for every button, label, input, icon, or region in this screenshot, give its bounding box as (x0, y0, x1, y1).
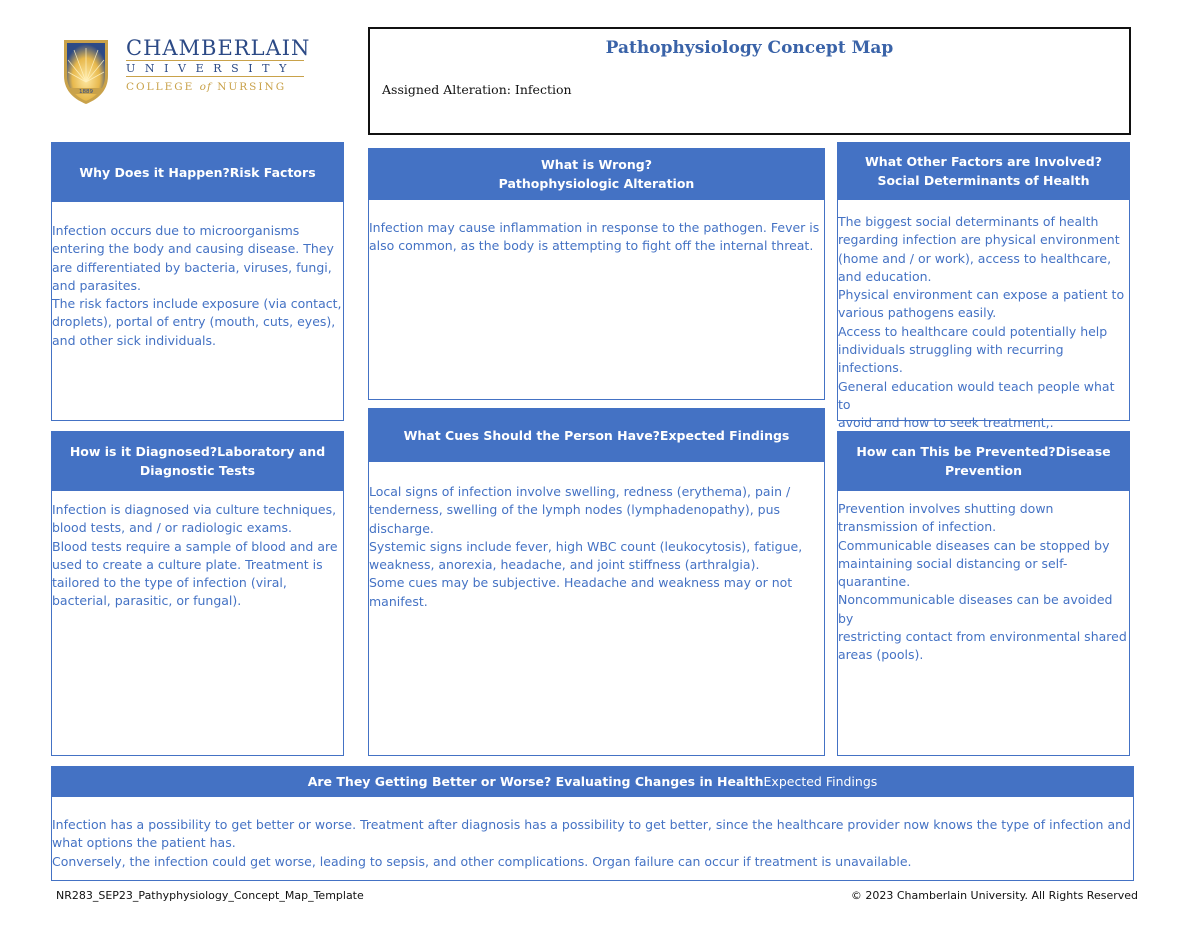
logo-college (126, 79, 310, 95)
evaluating-changes-box (51, 797, 1134, 881)
logo-college-pre: COLLEGE (126, 81, 195, 93)
expected-findings-text: Local signs of infection involve swelling, redness (erythema), pain / tenderness, swelling of the lymph nodes (lymphadenopathy), pus discharge. Systemic signs include fever, high WBC count (leukocytosis), fatigue, weakness, anorexia, headache, and joint stiffness (arthralgia). Some cues may be subjective. Headache and weakness may or not manifest. (369, 484, 803, 609)
shield-icon (62, 38, 110, 106)
diagnostic-tests-header: How is it Diagnosed?Laboratory and Diagnostic Tests (51, 431, 344, 491)
pathophysiology-header-line1: What is Wrong? (541, 157, 652, 172)
risk-factors-box (51, 202, 344, 421)
disease-prevention-header: How can This be Prevented?Disease Prevention (837, 431, 1130, 491)
diagnostic-tests-text: Infection is diagnosed via culture techniques, blood tests, and / or radiologic exams. Blood tests require a sample of blood and are used to create a culture plate. Treatment is tailored to the type of infection (viral, bacterial, parasitic, or fungal). (52, 502, 338, 609)
evaluating-changes-subtitle: Expected Findings (763, 774, 878, 789)
title-box (368, 27, 1131, 135)
evaluating-changes-text: Infection has a possibility to get better or worse. Treatment after diagnosis has a possibility to get better, since the healthcare provider now knows the type of infection and what options the patient has. Conversely, the infection could get worse, leading to sepsis, and other complications. Organ failure can occur if treatment is unavailable. (52, 817, 1131, 869)
logo-divider (126, 76, 304, 77)
social-determinants-text: The biggest social determinants of health regarding infection are physical environment (home and / or work), access to healthcare, and education. Physical environment can expose a patient to various pathogens easily. Access to healthcare could potentially help individuals struggling with recurring infections. General education would teach people what to avoid and how to seek treatment,. (838, 214, 1125, 431)
logo-name: CHAMBERLAIN (126, 36, 311, 60)
shield-year: 1889 (79, 89, 93, 95)
social-determinants-header: What Other Factors are Involved?Social Determinants of Health (837, 142, 1130, 200)
logo-college-post: NURSING (217, 81, 287, 93)
diagnostic-tests-box (51, 491, 344, 756)
expected-findings-header: What Cues Should the Person Have?Expected Findings (368, 408, 825, 462)
risk-factors-header: Why Does it Happen?Risk Factors (51, 142, 344, 202)
social-determinants-box (837, 200, 1130, 431)
logo-college-of: of (199, 81, 212, 93)
pathophysiology-box (368, 200, 825, 400)
logo-wordmark (126, 36, 310, 95)
logo-university: UNIVERSITY (126, 62, 296, 75)
footer-template-name: NR283_SEP23_Pathyphysiology_Concept_Map_Template (56, 889, 364, 902)
pathophysiology-text: Infection may cause inflammation in response to the pathogen. Fever is also common, as the body is attempting to fight off the internal threat. (369, 220, 820, 254)
pathophysiology-header (368, 148, 825, 200)
page-title: Pathophysiology Concept Map (605, 38, 894, 58)
expected-findings-box (368, 462, 825, 756)
evaluating-changes-title: Are They Getting Better or Worse? Evaluating Changes in Health (307, 774, 764, 789)
pathophysiology-header-line2: Pathophysiologic Alteration (498, 176, 695, 191)
chamberlain-logo (60, 36, 310, 108)
risk-factors-text: Infection occurs due to microorganisms entering the body and causing disease. They are differentiated by bacteria, viruses, fungi, and parasites. The risk factors include exposure (via contact, droplets), portal of entry (mouth, cuts, eyes), and other sick individuals. (52, 223, 342, 348)
assigned-alteration: Assigned Alteration: Infection (382, 82, 572, 97)
disease-prevention-box (837, 491, 1130, 756)
evaluating-changes-header (51, 766, 1134, 797)
footer-copyright: © 2023 Chamberlain University. All Rights Reserved (850, 889, 1138, 902)
disease-prevention-text: Prevention involves shutting down transmission of infection. Communicable diseases can be stopped by maintaining social distancing or self- quarantine. Noncommunicable diseases can be avoided by restricting contact from environmental shared areas (pools). (838, 501, 1127, 663)
